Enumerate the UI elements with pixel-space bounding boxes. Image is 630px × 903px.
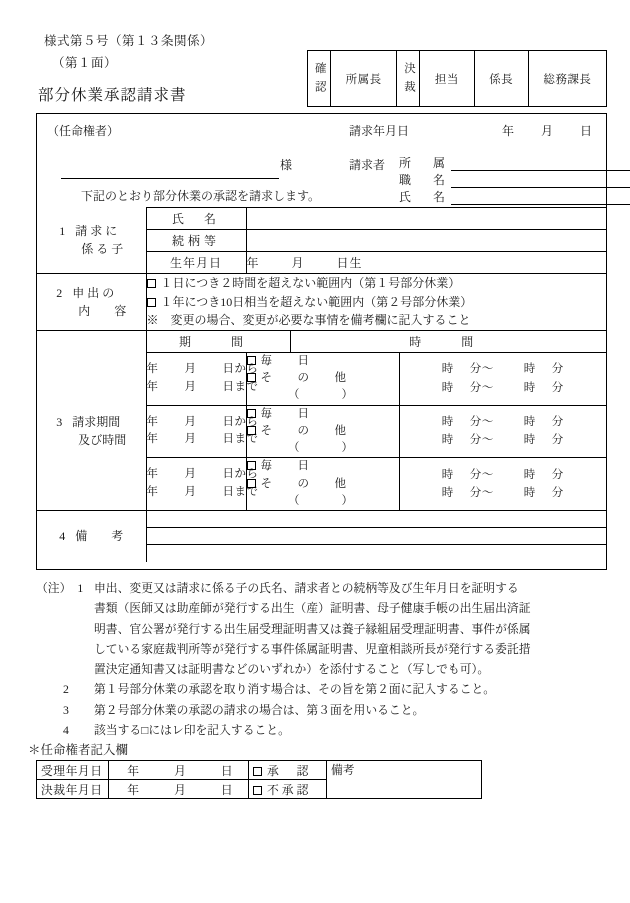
decision-month[interactable]: 月	[174, 782, 187, 797]
end-min[interactable]: 分	[551, 363, 564, 376]
period-from-3[interactable]	[146, 466, 259, 484]
checkbox-icon[interactable]	[247, 356, 256, 365]
label-left: 職	[399, 173, 412, 187]
section2-options	[146, 274, 606, 331]
section3-label-spacer	[37, 330, 146, 352]
section1-label-line1: 請 求 に	[75, 224, 118, 239]
note-item-4	[36, 720, 616, 740]
section2-label-line2: 内 容	[78, 303, 127, 318]
checkbox-icon[interactable]	[147, 279, 156, 288]
end-hour[interactable]: 時	[523, 487, 536, 500]
table-row-child-name	[37, 208, 606, 230]
period-dates-2[interactable]	[146, 405, 259, 458]
remarks-input-line-1[interactable]	[146, 511, 606, 528]
section3-label-line2: 及び時間	[78, 433, 127, 448]
appointer-remark-label: 備考	[331, 763, 355, 777]
period-dates-1[interactable]	[146, 352, 259, 405]
receipt-date-input[interactable]	[109, 761, 249, 780]
freq-other-label-1: そ の 他	[260, 372, 353, 385]
requester-affiliation-label	[399, 157, 451, 171]
table-row-receipt-date	[37, 761, 482, 780]
child-dob-year[interactable]: 年	[246, 256, 260, 270]
request-date-label: 請求年月日	[349, 124, 410, 138]
main-form-box	[36, 113, 607, 570]
requester-affiliation-row	[399, 154, 630, 171]
note-number-4: 4	[63, 722, 69, 737]
notes-prefix: （注）	[36, 581, 72, 595]
freq-other-label-2: そ の 他	[260, 424, 353, 437]
form-sections-table	[37, 207, 606, 562]
receipt-day[interactable]: 日	[220, 763, 234, 778]
frequency-cell-2	[246, 405, 399, 458]
section3-number: 3	[56, 415, 63, 430]
reject-checkbox-row[interactable]	[249, 780, 327, 799]
start-min[interactable]: 分～	[469, 416, 494, 429]
frequency-cell-3	[246, 458, 399, 511]
checkbox-icon[interactable]	[247, 426, 256, 435]
section2-label-cell	[37, 274, 146, 331]
option-row-1[interactable]	[147, 274, 607, 293]
note-1-line-2: 書類（医師又は助産師が発行する出生（産）証明書、母子健康手帳の出生届出済証	[94, 601, 531, 616]
to-day[interactable]: 日まで	[222, 433, 259, 446]
to-year[interactable]: 年	[146, 433, 159, 446]
from-month[interactable]: 月	[184, 362, 197, 375]
note-item-3	[36, 700, 616, 720]
start-hour[interactable]: 時	[441, 381, 454, 394]
start-min[interactable]: 分～	[469, 363, 494, 376]
section4-number: 4	[59, 529, 66, 544]
note-number-2: 2	[63, 682, 69, 697]
appointer-section-heading: ＊任命権者記入欄	[28, 743, 129, 757]
period-to-2[interactable]	[146, 431, 259, 449]
requester-jobtitle-label	[399, 174, 451, 188]
checkbox-icon[interactable]	[147, 298, 156, 307]
requester-jobtitle-input[interactable]	[451, 172, 630, 188]
freq-daily-row-1[interactable]	[247, 353, 399, 370]
approve-checkbox-row[interactable]	[249, 761, 327, 780]
sama-suffix: 様	[280, 158, 293, 172]
checkbox-icon[interactable]	[247, 373, 256, 382]
paren-close: ）	[341, 494, 353, 507]
table-row-remarks	[37, 511, 606, 528]
freq-daily-row-2[interactable]	[247, 406, 399, 423]
from-month[interactable]: 月	[184, 415, 197, 428]
start-hour[interactable]: 時	[441, 487, 454, 500]
freq-daily-label-2: 毎 日	[260, 407, 316, 420]
request-sentence: 下記のとおり部分休業の承認を請求します。	[81, 189, 321, 203]
appointer-remark-cell[interactable]	[327, 761, 482, 799]
table-row-period-time-header	[37, 330, 606, 352]
from-day[interactable]: 日から	[222, 415, 259, 428]
freq-other-row-1[interactable]	[247, 370, 399, 387]
paren-close: ）	[341, 389, 353, 402]
remarks-input-line-2[interactable]	[146, 528, 606, 545]
from-year[interactable]: 年	[146, 468, 159, 481]
section2-number: 2	[56, 285, 63, 300]
to-day[interactable]: 日まで	[222, 486, 259, 499]
note-item-2	[36, 679, 616, 699]
note-2-line-1: 第１号部分休業の承認を取り消す場合は、その旨を第２面に記入すること。	[94, 682, 496, 697]
section3-label-inner	[56, 413, 126, 449]
requester-affiliation-input[interactable]	[451, 155, 630, 171]
to-month[interactable]: 月	[184, 433, 197, 446]
start-min[interactable]: 分～	[469, 381, 494, 394]
section1-number: 1	[59, 224, 66, 239]
stamp-cell-general-affairs-manager[interactable]: 総務課長	[543, 73, 592, 86]
paren-open: （	[288, 442, 300, 455]
section1-label-inner	[59, 222, 123, 258]
table-row-period-block	[37, 405, 606, 458]
note-3-line-1: 第２号部分休業の承認の請求の場合は、第３面を用いること。	[94, 702, 425, 717]
time-cell-3[interactable]	[399, 458, 606, 511]
note-1-line-1: 申出、変更又は請求に係る子の氏名、請求者との続柄等及び生年月日を証明する	[94, 581, 519, 595]
label-right: 名	[432, 190, 445, 204]
to-month[interactable]: 月	[184, 486, 197, 499]
notes-section	[36, 578, 616, 740]
start-hour[interactable]: 時	[441, 434, 454, 447]
freq-other-input-2[interactable]	[247, 440, 399, 457]
start-hour[interactable]: 時	[441, 468, 454, 481]
freq-other-row-2[interactable]	[247, 423, 399, 440]
requester-name-label	[399, 191, 451, 205]
note-body-4	[94, 720, 616, 740]
to-day[interactable]: 日まで	[222, 380, 259, 393]
freq-other-input-1[interactable]	[247, 387, 399, 404]
time-cell-2[interactable]	[399, 405, 606, 458]
remarks-input-line-3[interactable]	[146, 545, 606, 562]
note-item-1	[36, 578, 616, 679]
end-hour[interactable]: 時	[523, 381, 536, 394]
period-column-header: 期 間	[146, 330, 290, 352]
start-min[interactable]: 分～	[469, 487, 494, 500]
note-4-line-1: 該当する□にはレ印を記入すること。	[94, 722, 290, 737]
approval-stamp-box	[307, 50, 607, 107]
checkbox-icon[interactable]	[253, 786, 262, 795]
section3-label-line1: 請求期間	[72, 415, 121, 430]
freq-other-input-3[interactable]	[247, 493, 399, 510]
time-column-header: 時 間	[290, 330, 606, 352]
section1-label-line2: 係 る 子	[81, 242, 124, 257]
decision-date-input[interactable]	[109, 780, 249, 799]
end-min[interactable]: 分	[551, 487, 564, 500]
request-date-year[interactable]: 年	[502, 124, 516, 138]
end-min[interactable]: 分	[551, 468, 564, 481]
end-hour[interactable]: 時	[523, 434, 536, 447]
decision-date-label: 決裁年月日	[37, 780, 109, 799]
request-date-fields[interactable]	[502, 122, 593, 139]
table-row-period-block	[37, 352, 606, 405]
time-row-1-1[interactable]	[400, 360, 607, 378]
period-dates-3[interactable]	[146, 458, 259, 511]
end-min[interactable]: 分	[551, 434, 564, 447]
child-relation-sub-label: 続柄等	[146, 230, 246, 252]
label-right: 名	[432, 173, 445, 187]
frequency-cell-1	[246, 352, 399, 405]
request-date-day[interactable]: 日	[580, 124, 594, 138]
time-row-2-2[interactable]	[400, 431, 607, 449]
period-from-2[interactable]	[146, 414, 259, 432]
freq-daily-label-3: 毎 日	[260, 460, 316, 473]
stamp-cell-confirm[interactable]: 確認	[308, 51, 331, 106]
checkbox-icon[interactable]	[247, 409, 256, 418]
to-year[interactable]: 年	[146, 486, 159, 499]
end-min[interactable]: 分	[551, 381, 564, 394]
decision-day[interactable]: 日	[220, 782, 234, 797]
end-hour[interactable]: 時	[523, 416, 536, 429]
section4-label: 備 考	[75, 529, 124, 544]
receipt-month[interactable]: 月	[174, 763, 187, 778]
to-month[interactable]: 月	[184, 380, 197, 393]
start-min[interactable]: 分～	[469, 434, 494, 447]
label-left: 氏	[399, 190, 412, 204]
period-from-1[interactable]	[146, 361, 259, 379]
section4-label-cell	[37, 511, 146, 562]
label-left: 所	[399, 156, 412, 170]
section3-label-cell	[37, 405, 146, 458]
period-to-1[interactable]	[146, 379, 259, 397]
checkbox-icon[interactable]	[247, 461, 256, 470]
stamp-cell-staff[interactable]: 担当	[420, 51, 474, 106]
child-name-sub-label: 氏 名	[146, 208, 246, 230]
requester-label: 請求者	[349, 158, 386, 172]
time-cell-1[interactable]	[399, 352, 606, 405]
end-min[interactable]: 分	[551, 416, 564, 429]
checkbox-icon[interactable]	[253, 767, 262, 776]
form-number: 様式第５号（第１３条関係）	[44, 34, 214, 48]
child-dob-input[interactable]	[246, 252, 606, 274]
note-body-1	[94, 578, 616, 679]
from-day[interactable]: 日から	[222, 362, 259, 375]
note-1-line-3: 明書、官公署が発行する出生届受理証明書又は養子縁組届受理証明書、事件が係属	[94, 621, 531, 636]
child-name-input[interactable]	[246, 208, 606, 230]
stamp-cell-chief[interactable]: 係長	[475, 51, 529, 106]
note-number-3: 3	[63, 702, 69, 717]
note-1-line-5: 置決定通知書又は証明書などのいずれか）を添付すること（写しでも可）。	[94, 662, 490, 677]
page-number: （第１面）	[52, 56, 118, 70]
time-row-1-2[interactable]	[400, 379, 607, 397]
section3-label-spacer-top	[37, 352, 146, 405]
reject-label: 不承認	[267, 782, 312, 797]
option-label-2: １年につき10日相当を超えない範囲内（第２号部分休業）	[160, 294, 473, 309]
time-row-3-2[interactable]	[400, 484, 607, 502]
start-hour[interactable]: 時	[441, 416, 454, 429]
child-dob-day[interactable]: 日生	[336, 256, 363, 270]
from-year[interactable]: 年	[146, 415, 159, 428]
freq-other-row-3[interactable]	[247, 476, 399, 493]
appointer-entry-table	[36, 760, 482, 799]
from-month[interactable]: 月	[184, 468, 197, 481]
note-body-3	[94, 700, 616, 720]
requester-jobtitle-row	[399, 171, 630, 188]
appointer-label: （任命権者）	[47, 124, 120, 138]
table-row-period-block	[37, 458, 606, 511]
stamp-cell-section-chief[interactable]: 所属長	[331, 51, 397, 106]
start-hour[interactable]: 時	[441, 363, 454, 376]
stamp-cell-decision[interactable]: 決裁	[397, 51, 420, 106]
freq-daily-row-3[interactable]	[247, 458, 399, 475]
child-dob-month[interactable]: 月	[291, 256, 305, 270]
period-to-3[interactable]	[146, 484, 259, 502]
paren-open: （	[288, 494, 300, 507]
child-dob-sub-label: 生年月日	[146, 252, 246, 274]
appointer-name-input[interactable]	[61, 164, 279, 179]
section2-note: ※ 変更の場合、変更が必要な事情を備考欄に記入すること	[146, 313, 471, 328]
option-label-1: １日につき２時間を超えない範囲内（第１号部分休業）	[160, 276, 461, 290]
receipt-year[interactable]: 年	[127, 763, 141, 778]
from-year[interactable]: 年	[146, 362, 159, 375]
section2-label-line1: 申 出 の	[72, 285, 115, 300]
option-row-2[interactable]	[147, 293, 607, 312]
receipt-date-label: 受理年月日	[37, 761, 109, 780]
requester-fields	[399, 154, 630, 205]
requester-name-input[interactable]	[451, 189, 630, 205]
from-day[interactable]: 日から	[222, 468, 259, 481]
note-marker-1	[36, 578, 94, 598]
freq-other-label-3: そ の 他	[260, 477, 353, 490]
section3-label-spacer-bottom	[37, 458, 146, 511]
start-min[interactable]: 分～	[469, 468, 494, 481]
section1-label-cell	[37, 208, 146, 274]
time-row-3-1[interactable]	[400, 466, 607, 484]
time-row-2-1[interactable]	[400, 413, 607, 431]
end-hour[interactable]: 時	[523, 468, 536, 481]
paren-close: ）	[341, 442, 353, 455]
requester-name-row	[399, 188, 630, 205]
checkbox-icon[interactable]	[247, 479, 256, 488]
freq-daily-label-1: 毎 日	[260, 354, 316, 367]
request-header-region	[37, 114, 606, 207]
label-right: 属	[432, 156, 445, 170]
page-title: 部分休業承認請求書	[38, 87, 187, 104]
end-hour[interactable]: 時	[523, 363, 536, 376]
decision-year[interactable]: 年	[127, 782, 141, 797]
child-relation-input[interactable]	[246, 230, 606, 252]
table-row-application-content	[37, 274, 606, 331]
note-body-2	[94, 679, 616, 699]
approve-label: 承 認	[267, 763, 312, 778]
to-year[interactable]: 年	[146, 380, 159, 393]
note-number-1: 1	[77, 581, 84, 595]
note-1-line-4: している家庭裁判所等が発行する事件係属証明書、児童相談所長が発行する委託措	[94, 641, 531, 656]
request-date-month[interactable]: 月	[541, 124, 555, 138]
section2-label-inner	[56, 284, 126, 320]
paren-open: （	[288, 389, 300, 402]
section4-label-inner	[59, 527, 123, 545]
